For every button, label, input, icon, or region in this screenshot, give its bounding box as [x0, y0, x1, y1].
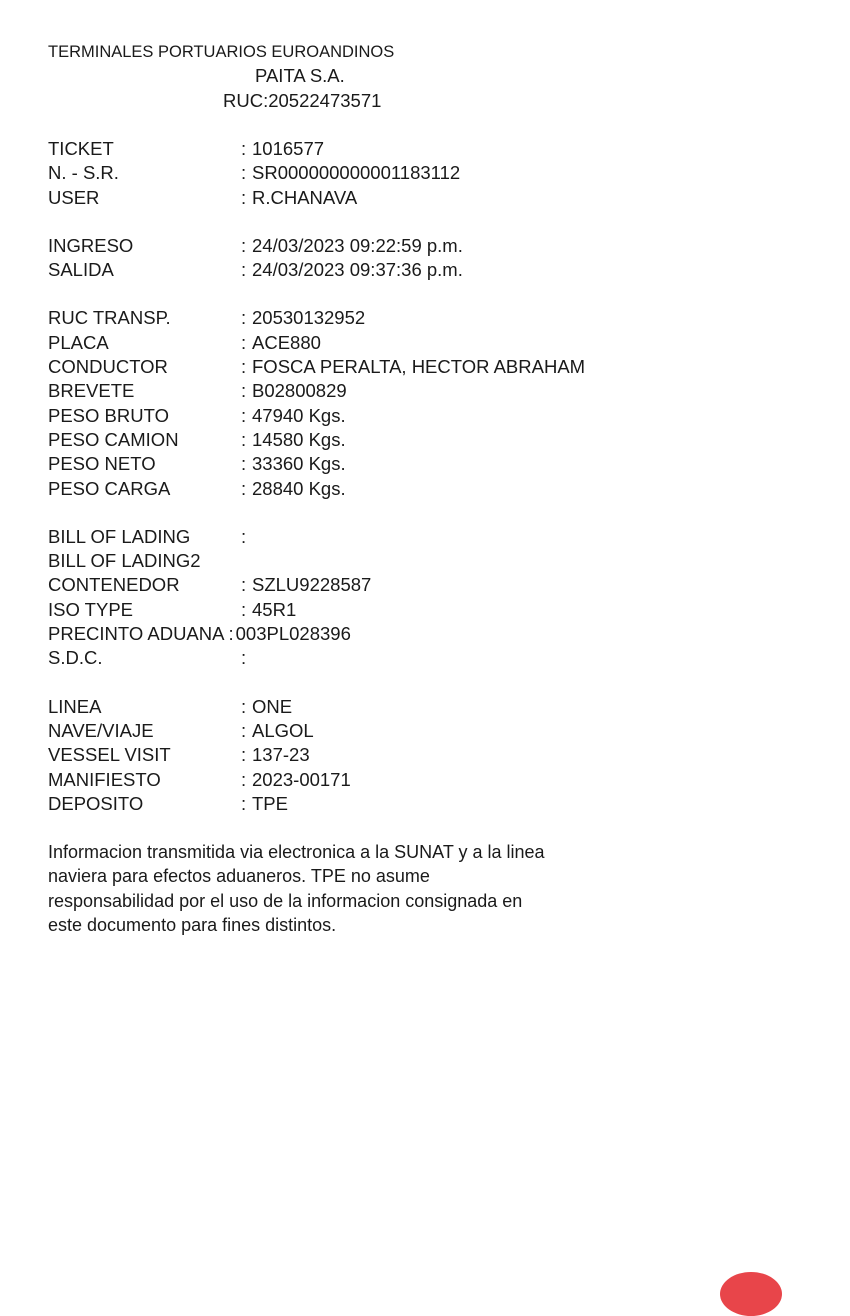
transport-section: [48, 306, 808, 500]
field-value: 47940 Kgs.: [252, 404, 346, 426]
field-label: VESSEL VISIT: [48, 744, 171, 766]
field-value: 003PL028396: [235, 623, 351, 645]
field-value: ALGOL: [252, 719, 314, 741]
field-label: ISO TYPE: [48, 598, 133, 620]
field-separator: :: [241, 647, 247, 669]
field-row-deposito: [48, 792, 808, 816]
field-row-precinto-aduana: [48, 622, 808, 646]
receipt-header: [48, 40, 808, 113]
field-value: TPE: [252, 792, 288, 814]
field-row-ticket: [48, 137, 808, 161]
field-value: 24/03/2023 09:22:59 p.m.: [252, 234, 463, 256]
field-label: TICKET: [48, 138, 114, 159]
field-row-bill-of-lading2: [48, 549, 808, 573]
field-separator: :: [241, 259, 247, 281]
field-separator: :: [241, 380, 247, 402]
field-label: CONDUCTOR: [48, 356, 168, 378]
field-separator: :: [241, 404, 247, 426]
legal-disclaimer: Informacion transmitida via electronica a la SUNAT y a la linea naviera para efectos aduaneros. TPE no asume responsabilidad por el uso de la informacion consignada en este documento para fines distintos.: [48, 842, 545, 936]
field-row-peso-bruto: [48, 404, 808, 428]
field-label: USER: [48, 186, 100, 208]
field-row-placa: [48, 331, 808, 355]
field-separator: :: [241, 356, 247, 378]
field-value: R.CHANAVA: [252, 186, 358, 208]
field-separator: :: [241, 307, 247, 329]
field-label: DEPOSITO: [48, 792, 144, 814]
field-label: INGRESO: [48, 234, 134, 256]
times-section: [48, 234, 808, 283]
field-separator: :: [241, 453, 247, 475]
floating-action-button[interactable]: [720, 1272, 782, 1316]
field-row-user: [48, 186, 808, 210]
field-value: B02800829: [252, 380, 347, 402]
field-label: RUC TRANSP.: [48, 307, 171, 329]
field-separator: :: [228, 623, 234, 645]
field-row-vessel-visit: [48, 743, 808, 767]
field-row-nave-viaje: [48, 719, 808, 743]
field-separator: :: [241, 744, 247, 766]
field-separator: :: [241, 162, 247, 184]
field-label: PESO BRUTO: [48, 404, 169, 426]
field-separator: :: [241, 138, 247, 159]
field-row-ingreso: [48, 234, 808, 258]
field-label: NAVE/VIAJE: [48, 719, 154, 741]
field-separator: :: [241, 768, 247, 790]
field-row-peso-neto: [48, 452, 808, 476]
field-label: S.D.C.: [48, 647, 103, 669]
company-ruc: RUC:20522473571: [223, 89, 382, 111]
field-value: [252, 525, 808, 549]
field-label: PESO NETO: [48, 453, 156, 475]
field-label: PLACA: [48, 331, 109, 353]
field-value: 45R1: [252, 598, 297, 620]
field-row-brevete: [48, 379, 808, 403]
field-value: 2023-00171: [252, 768, 351, 790]
field-value: ONE: [252, 695, 293, 717]
field-value: 20530132952: [252, 307, 366, 329]
cargo-section: [48, 525, 808, 671]
field-label: PESO CARGA: [48, 477, 171, 499]
field-separator: :: [241, 477, 247, 499]
field-row-salida: [48, 258, 808, 282]
field-value: 14580 Kgs.: [252, 428, 346, 450]
field-row-conductor: [48, 355, 808, 379]
field-value: SR000000000001183112: [252, 162, 461, 184]
field-row-peso-carga: [48, 477, 808, 501]
field-value: SZLU9228587: [252, 574, 372, 596]
field-label: BILL OF LADING2: [48, 550, 201, 572]
field-row-contenedor: [48, 573, 808, 597]
company-name-line2: PAITA S.A.: [255, 65, 345, 86]
company-name: TERMINALES PORTUARIOS EUROANDINOS: [48, 43, 395, 61]
field-value: 1016577: [252, 138, 325, 159]
field-row-bill-of-lading: [48, 525, 808, 549]
field-row-peso-camion: [48, 428, 808, 452]
field-value: 33360 Kgs.: [252, 453, 346, 475]
field-label: CONTENEDOR: [48, 574, 180, 596]
field-separator: :: [241, 428, 247, 450]
field-separator: :: [241, 719, 247, 741]
field-separator: :: [241, 695, 247, 717]
field-label: SALIDA: [48, 259, 114, 281]
field-label: PRECINTO ADUANA: [48, 623, 225, 645]
field-value: [252, 646, 808, 670]
field-separator: :: [241, 234, 247, 256]
field-label: LINEA: [48, 695, 102, 717]
ticket-section: [48, 137, 808, 210]
field-value: 28840 Kgs.: [252, 477, 346, 499]
field-value: FOSCA PERALTA, HECTOR ABRAHAM: [252, 356, 586, 378]
field-row-manifiesto: [48, 768, 808, 792]
field-value: ACE880: [252, 331, 321, 353]
vessel-section: [48, 695, 808, 816]
field-label: MANIFIESTO: [48, 768, 161, 790]
field-row-ruc-transp: [48, 306, 808, 330]
field-separator: :: [241, 792, 247, 814]
field-label: PESO CAMION: [48, 428, 179, 450]
field-value: 137-23: [252, 744, 310, 766]
field-separator: :: [241, 598, 247, 620]
field-label: BILL OF LADING: [48, 525, 191, 547]
field-separator: :: [241, 331, 247, 353]
field-separator: :: [241, 186, 247, 208]
field-separator: :: [241, 574, 247, 596]
field-row-iso-type: [48, 598, 808, 622]
field-label: BREVETE: [48, 380, 135, 402]
field-label: N. - S.R.: [48, 162, 119, 184]
field-row-nsr: [48, 161, 808, 185]
field-row-linea: [48, 695, 808, 719]
field-value: 24/03/2023 09:37:36 p.m.: [252, 259, 463, 281]
field-separator: :: [241, 525, 247, 547]
ticket-receipt: [48, 40, 808, 955]
field-row-sdc: [48, 646, 808, 670]
